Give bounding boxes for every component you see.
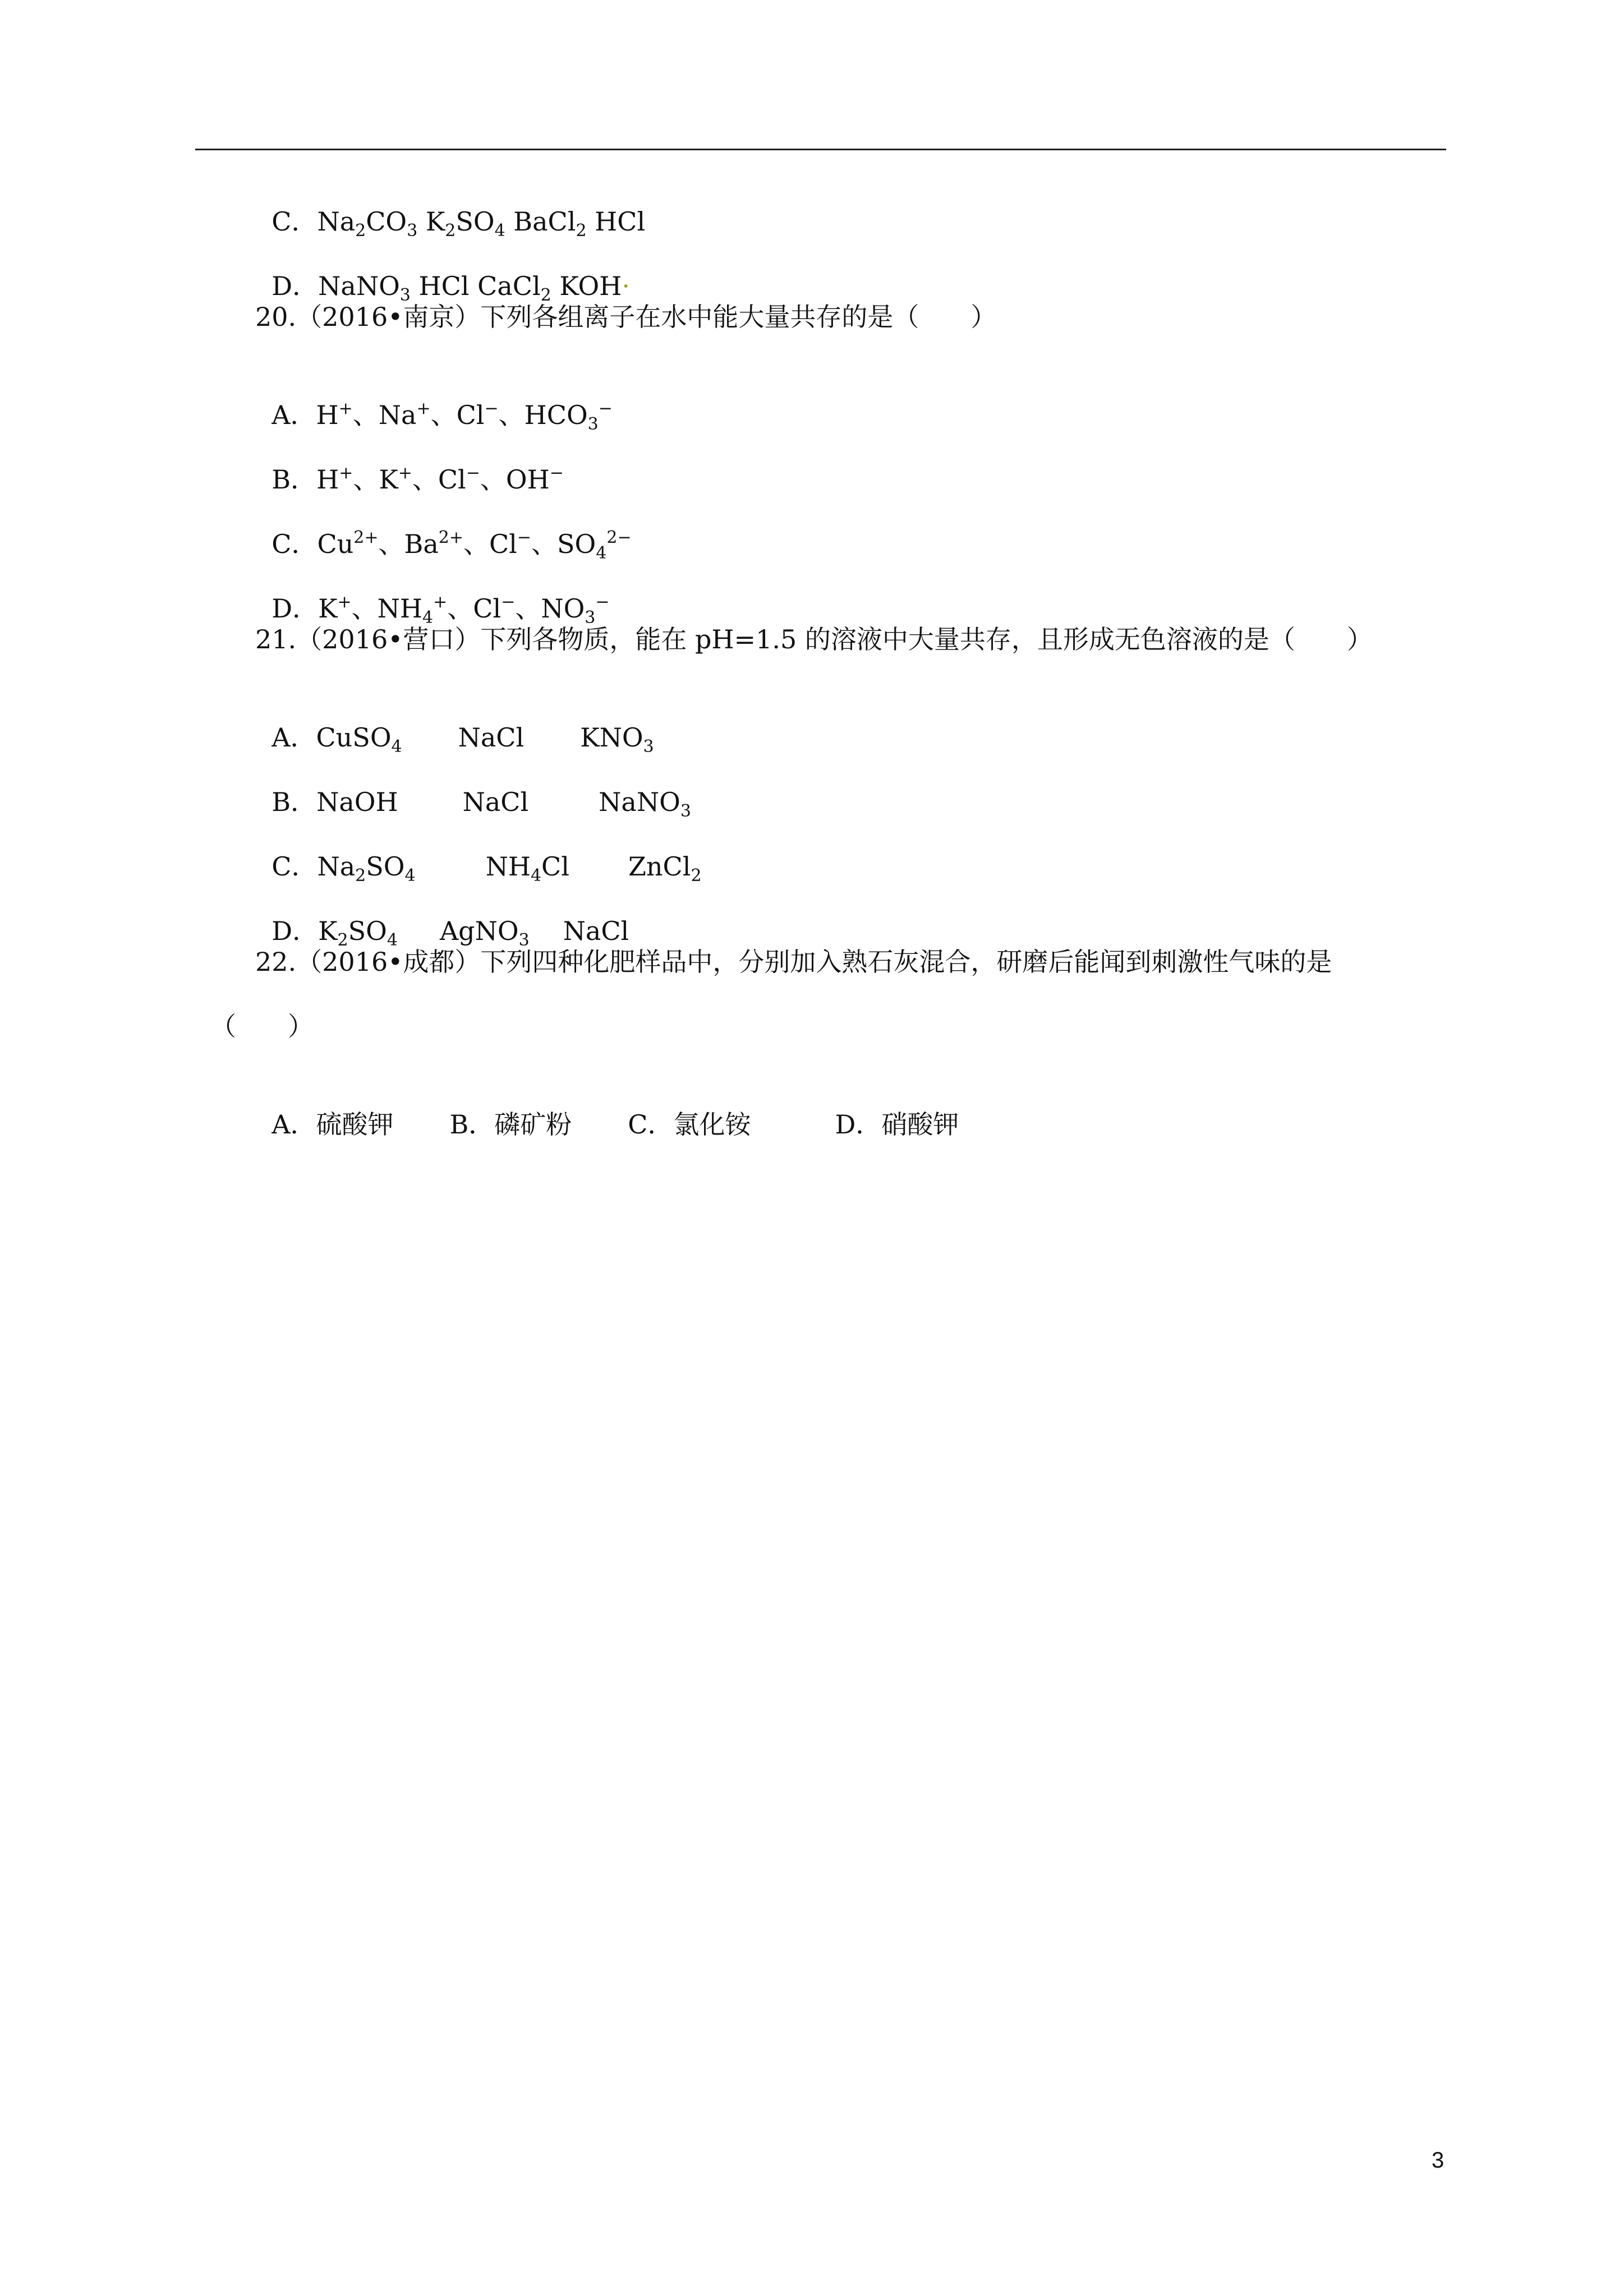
stray-mark: · [622, 271, 630, 301]
q22-option-d: D．硝酸钾 [835, 1109, 959, 1140]
q19-option-c: C．$Na_2CO_3$ $K_2SO_4$ BaCl$_2$ HCl [272, 206, 646, 241]
q22-option-b: B．磷矿粉 [449, 1109, 572, 1140]
q22-option-a: A．硫酸钾 [272, 1109, 394, 1140]
q20-option-d: D．K+、$NH_4^+$、Cl−、$NO_3^-$ [272, 592, 610, 628]
page-number: 3 [1432, 2148, 1444, 2173]
q21-option-b: B．NaOH NaCl NaNO$_3$ [272, 787, 691, 821]
q20-option-b: B．H+、K+、Cl−、OH− [272, 463, 564, 495]
header-rule [195, 149, 1446, 150]
q21-option-d: D．$K_2SO_4$ AgNO$_3$ NaCl [272, 916, 629, 950]
q22-option-c: C．氯化铵 [628, 1109, 751, 1140]
q21-stem: 21.（2016•营口）下列各物质，能在 pH=1.5 的溶液中大量共存，且形成无色溶液的是（ ） [255, 624, 1373, 654]
q20-stem: 20.（2016•南京）下列各组离子在水中能大量共存的是（ ） [255, 302, 997, 332]
q21-option-c: C．$Na_2SO_4$ $NH_4Cl$ ZnCl$_2$ [272, 851, 702, 886]
q22-options [255, 1074, 959, 1141]
q20-option-c: C．$Cu^{2+}$、$Ba^{2+}$、Cl−、$SO_4^{2-}$ [272, 528, 632, 563]
q22-stem-cont: （ ） [210, 1011, 314, 1041]
q20-option-a: A．H+、Na+、Cl−、$HCO_3^-$ [272, 399, 613, 434]
q21-option-a: A．CuSO$_4$ NaCl $KNO_3$ [272, 722, 654, 757]
q19-option-d: D．NaNO$_3$ HCl CaCl$_2$ KOH· [272, 271, 630, 305]
q22-stem: 22.（2016•成都）下列四种化肥样品中，分别加入熟石灰混合，研磨后能闻到刺激性气味的是 [255, 947, 1332, 977]
